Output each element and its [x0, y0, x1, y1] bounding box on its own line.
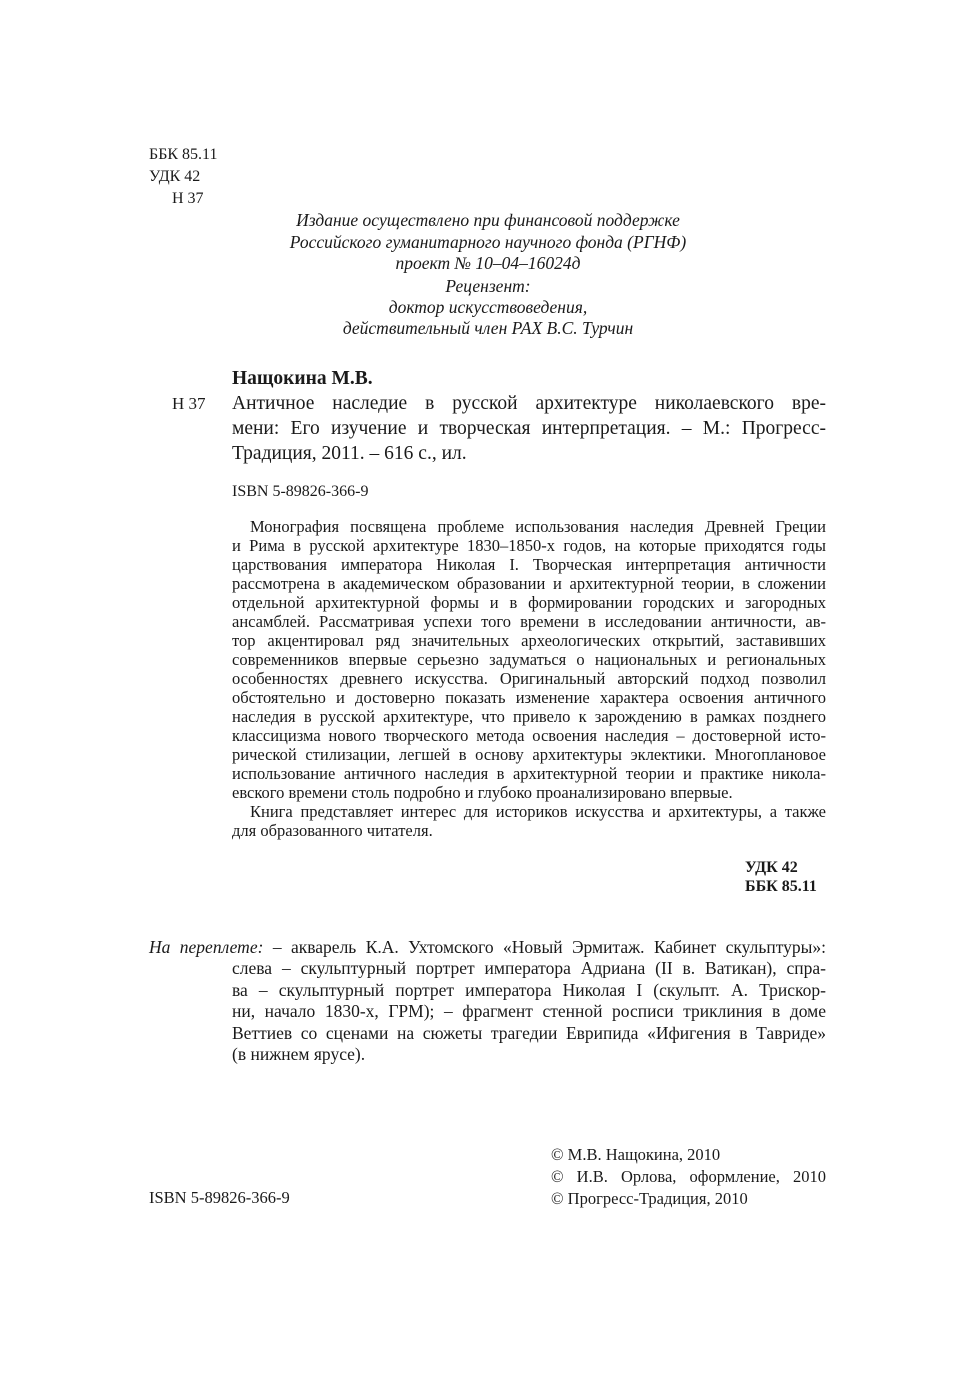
abstract-line: рической стилизации, легшей в основу архитектуры эклектики. Многоплановое	[232, 745, 826, 764]
abstract-line: особенностях древнего искусства. Оригинальный авторский подход позволил	[232, 669, 826, 688]
cover-line: ни, начало 1830-х, ГРМ); – фрагмент стенной росписи триклиния в доме	[232, 1001, 826, 1021]
abstract-line: и Рима в русской архитектуре 1830–1850-х годов, на которые приходятся годы	[232, 536, 826, 555]
funding-line: проект № 10–04–16024д	[395, 253, 581, 273]
bbk-code: ББК 85.11	[149, 146, 218, 163]
abstract-line: тор акцентировал ряд значительных археологических открытий, заставивших	[232, 631, 826, 650]
abstract-line: Монография посвящена проблеме использования наследия Древней Греции	[250, 517, 826, 536]
cover-line: Веттиев со сценами на сюжеты трагедии Еврипида «Ифигения в Тавриде»	[232, 1023, 826, 1043]
abstract-line: евского времени столь подробно и глубоко проанализировано впервые.	[232, 783, 733, 802]
isbn-top: ISBN 5-89826-366-9	[232, 483, 369, 500]
reviewer-line: доктор искусствоведения,	[388, 297, 588, 317]
abstract-line: отдельной архитектурной формы и в формировании городских и загородных	[232, 593, 826, 612]
abstract-line: использование античного наследия в архитектурной теории и практике никола-	[232, 764, 826, 783]
cover-first-line	[149, 937, 826, 959]
isbn-bottom: ISBN 5-89826-366-9	[149, 1188, 290, 1207]
bib-line: Традиция, 2011. – 616 с., ил.	[232, 443, 467, 464]
author-mark: Н 37	[172, 190, 204, 207]
abstract-line: наследия в русской архитектуре, что привело к зарождению в рамках позднего	[232, 707, 826, 726]
reviewer-label: Рецензент:	[445, 276, 531, 296]
abstract-line: рассмотрена в академическом образовании и архитектурной теории, в сложении	[232, 574, 826, 593]
udk-code-bold: УДК 42	[745, 859, 798, 876]
copyright-line: © И.В. Орлова, оформление, 2010	[551, 1167, 826, 1186]
abstract-line: для образованного читателя.	[232, 821, 433, 840]
abstract-line: обстоятельно и достоверно показать изменение характера освоения античного	[232, 688, 826, 707]
abstract-line: царствования императора Николая I. Творческая интерпретация античности	[232, 555, 826, 574]
funding-line: Российского гуманитарного научного фонда (РГНФ)	[289, 232, 687, 252]
cover-line: – акварель К.А. Ухтомского «Новый Эрмитаж. Кабинет скульптуры»:	[263, 937, 826, 957]
author-heading: Нащокина М.В.	[232, 368, 373, 389]
udk-code: УДК 42	[149, 168, 201, 185]
bib-author-mark: Н 37	[172, 394, 206, 413]
funding-line: Издание осуществлено при финансовой поддержке	[296, 210, 680, 230]
cover-line: ва – скульптурный портрет императора Николая I (скульпт. А. Трискор-	[232, 980, 826, 1000]
bib-line: мени: Его изучение и творческая интерпретация. – М.: Прогресс-	[232, 418, 826, 439]
abstract-line: современников впервые серьезно задуматься о национальных и региональных	[232, 650, 826, 669]
copyright-line: © М.В. Нащокина, 2010	[551, 1145, 721, 1164]
cover-line: (в нижнем ярусе).	[232, 1044, 366, 1064]
cover-line: слева – скульптурный портрет императора Адриана (II в. Ватикан), спра-	[232, 958, 826, 978]
abstract-line: классицизма нового творческого метода освоения наследия – достоверной исто-	[232, 726, 826, 745]
bbk-code-bold: ББК 85.11	[745, 878, 817, 895]
reviewer-line: действительный член РАХ В.С. Турчин	[342, 318, 634, 338]
abstract-line: Книга представляет интерес для историков искусства и архитектуры, а также	[250, 802, 826, 821]
cover-label: На переплете:	[149, 937, 264, 957]
copyright-line: © Прогресс-Традиция, 2010	[551, 1189, 748, 1208]
abstract-line: ансамблей. Рассматривая успехи того времени в исследовании античности, ав-	[232, 612, 826, 631]
bib-line: Античное наследие в русской архитектуре николаевского вре-	[232, 393, 826, 414]
